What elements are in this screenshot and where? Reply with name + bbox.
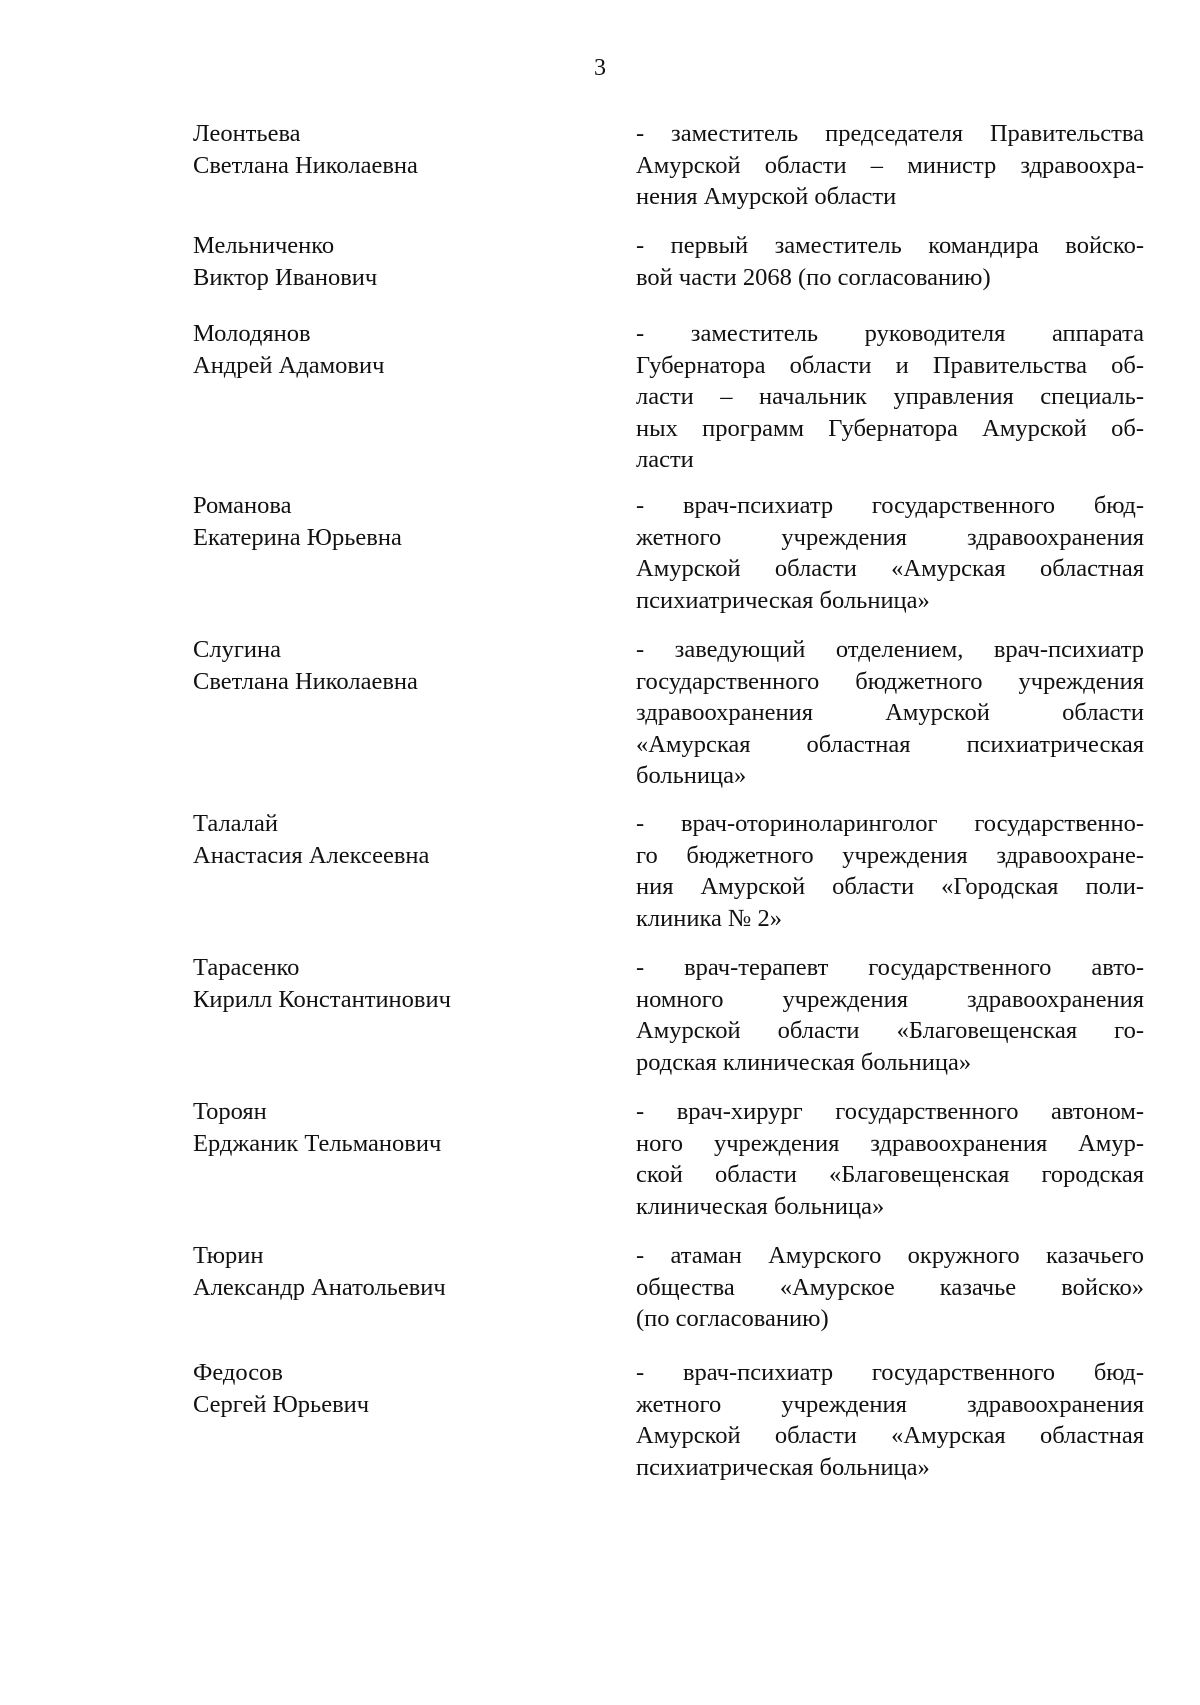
member-name bbox=[193, 952, 593, 1015]
position-line: Амурской области – министр здравоохра- bbox=[636, 151, 1144, 179]
member-surname: Талалай bbox=[193, 810, 278, 837]
member-surname: Романова bbox=[193, 492, 292, 519]
position-line: вой части 2068 (по согласованию) bbox=[636, 263, 991, 291]
member-position bbox=[636, 1240, 1144, 1335]
member-position bbox=[636, 490, 1144, 616]
member-position bbox=[636, 1096, 1144, 1222]
member-position bbox=[636, 634, 1144, 792]
member-given: Сергей Юрьевич bbox=[193, 1390, 370, 1418]
member-position bbox=[636, 118, 1144, 213]
member-given: Светлана Николаевна bbox=[193, 667, 418, 695]
member-given: Александр Анатольевич bbox=[193, 1273, 446, 1301]
member-name bbox=[193, 318, 593, 381]
position-line: родская клиническая больница» bbox=[636, 1048, 972, 1076]
member-given: Екатерина Юрьевна bbox=[193, 523, 402, 551]
position-line: нения Амурской области bbox=[636, 183, 897, 210]
position-line: общества «Амурское казачье войско» bbox=[636, 1273, 1144, 1301]
member-given: Виктор Иванович bbox=[193, 263, 378, 291]
position-line: ласти bbox=[636, 446, 694, 473]
member-name bbox=[193, 1096, 593, 1159]
position-line: государственного бюджетного учреждения bbox=[636, 667, 1144, 695]
position-line: Амурской области «Амурская областная bbox=[636, 1422, 1144, 1449]
member-name bbox=[193, 490, 593, 553]
member-position bbox=[636, 318, 1144, 476]
position-line: номного учреждения здравоохранения bbox=[636, 985, 1144, 1013]
position-line: - врач-психиатр государственного бюд- bbox=[636, 1359, 1144, 1386]
position-line: Губернатора области и Правительства об- bbox=[636, 351, 1144, 379]
position-line: здравоохранения Амурской области bbox=[636, 699, 1144, 726]
position-line: - врач-психиатр государственного бюд- bbox=[636, 492, 1144, 519]
position-line: Амурской области «Благовещенская го- bbox=[636, 1017, 1144, 1044]
member-surname: Молодянов bbox=[193, 320, 311, 347]
position-line: - врач-терапевт государственного авто- bbox=[636, 954, 1144, 981]
position-line: ской области «Благовещенская городская bbox=[636, 1161, 1144, 1188]
position-line: го бюджетного учреждения здравоохране- bbox=[636, 841, 1144, 869]
member-position bbox=[636, 1357, 1144, 1483]
member-surname: Тюрин bbox=[193, 1242, 264, 1269]
member-name bbox=[193, 808, 593, 871]
position-line: - атаман Амурского окружного казачьего bbox=[636, 1242, 1144, 1269]
position-line: психиатрическая больница» bbox=[636, 586, 930, 614]
member-name bbox=[193, 118, 593, 181]
member-name bbox=[193, 1240, 593, 1303]
member-surname: Мельниченко bbox=[193, 232, 335, 259]
position-line: - врач-хирург государственного автоном- bbox=[636, 1098, 1144, 1125]
position-line: жетного учреждения здравоохранения bbox=[636, 1390, 1144, 1418]
position-line: ласти – начальник управления специаль- bbox=[636, 383, 1144, 410]
member-surname: Тороян bbox=[193, 1098, 267, 1125]
position-line: Амурской области «Амурская областная bbox=[636, 555, 1144, 582]
member-given: Ерджаник Тельманович bbox=[193, 1129, 442, 1157]
member-given: Андрей Адамович bbox=[193, 351, 385, 379]
member-given: Кирилл Константинович bbox=[193, 985, 451, 1013]
member-given: Светлана Николаевна bbox=[193, 151, 418, 179]
position-line: - заместитель председателя Правительства bbox=[636, 120, 1144, 147]
position-line: больница» bbox=[636, 762, 747, 789]
position-line: - врач-оториноларинголог государственно- bbox=[636, 810, 1144, 837]
member-name bbox=[193, 634, 593, 697]
position-line: ного учреждения здравоохранения Амур- bbox=[636, 1129, 1144, 1157]
position-line: «Амурская областная психиатрическая bbox=[636, 730, 1144, 758]
position-line: психиатрическая больница» bbox=[636, 1453, 930, 1481]
member-given: Анастасия Алексеевна bbox=[193, 841, 430, 869]
member-position bbox=[636, 230, 1144, 293]
position-line: ния Амурской области «Городская поли- bbox=[636, 873, 1144, 900]
position-line: клиническая больница» bbox=[636, 1192, 885, 1220]
page-number: 3 bbox=[594, 55, 606, 81]
position-line: жетного учреждения здравоохранения bbox=[636, 523, 1144, 551]
position-line: - заместитель руководителя аппарата bbox=[636, 320, 1144, 347]
member-name bbox=[193, 1357, 593, 1420]
position-line: клиника № 2» bbox=[636, 904, 782, 932]
member-surname: Леонтьева bbox=[193, 120, 301, 147]
member-position bbox=[636, 808, 1144, 934]
position-line: (по согласованию) bbox=[636, 1305, 829, 1332]
member-position bbox=[636, 952, 1144, 1078]
member-surname: Тарасенко bbox=[193, 954, 300, 981]
position-line: - первый заместитель командира войско- bbox=[636, 232, 1144, 259]
member-surname: Федосов bbox=[193, 1359, 283, 1386]
position-line: - заведующий отделением, врач-психиатр bbox=[636, 636, 1144, 663]
position-line: ных программ Губернатора Амурской об- bbox=[636, 414, 1144, 442]
member-name bbox=[193, 230, 593, 293]
member-surname: Слугина bbox=[193, 636, 281, 663]
